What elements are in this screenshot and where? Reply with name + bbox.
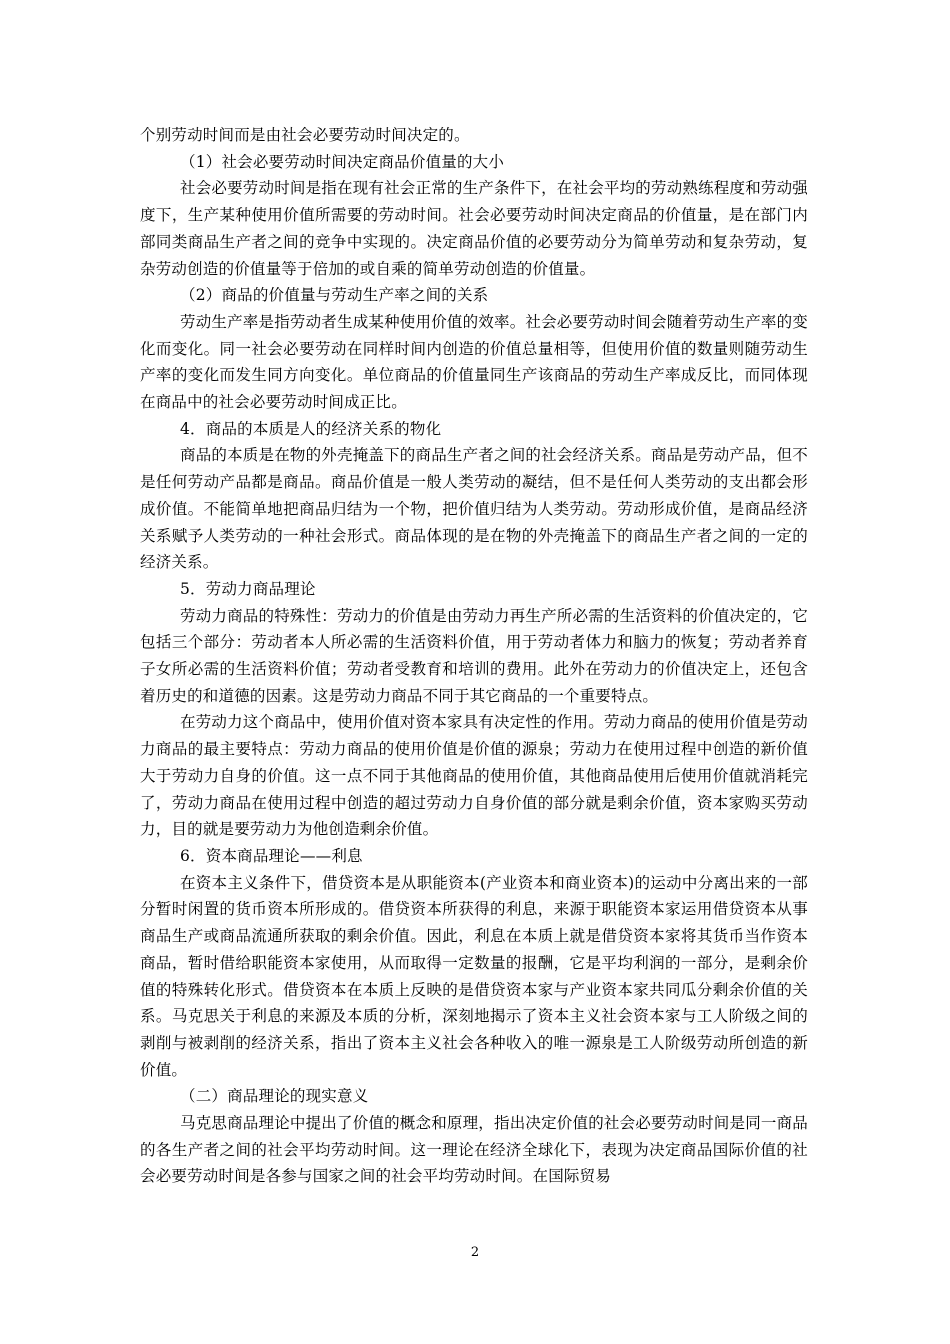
paragraph-continuation: 个别劳动时间而是由社会必要劳动时间决定的。 [140,126,470,144]
paragraph: 商品的本质是在物的外壳掩盖下的商品生产者之间的社会经济关系。商品是劳动产品，但不是任何劳动产品都是商品。商品价值是一般人类劳动的凝结，但不是任何人类劳动的支出都会形成价值。不能简单地把商品归结为一个物，把价值归结为人类劳动。劳动形成价值，是商品经济关系赋予人类劳动的一种社会形式。商品体现的是在物的外壳掩盖下的商品生产者之间的一定的经济关系。 [140,446,809,572]
page-number: 2 [470,1245,480,1260]
section-heading-2: （2）商品的价值量与劳动生产率之间的关系 [180,286,489,305]
section-heading-4: 4．商品的本质是人的经济关系的物化 [180,419,442,438]
section-heading-significance: （二）商品理论的现实意义 [180,1087,369,1106]
paragraph: 社会必要劳动时间是指在现有社会正常的生产条件下，在社会平均的劳动熟练程度和劳动强度下，生产某种使用价值所需要的劳动时间。社会必要劳动时间决定商品的价值量，是在部门内部同类商品生产者之间的竞争中实现的。决定商品价值的必要劳动分为简单劳动和复杂劳动，复杂劳动创造的价值量等于倍加的或自乘的简单劳动创造的价值量。 [140,179,809,278]
paragraph: 劳动生产率是指劳动者生成某种使用价值的效率。社会必要劳动时间会随着劳动生产率的变化而变化。同一社会必要劳动在同样时间内创造的价值总量相等，但使用价值的数量则随劳动生产率的变化而发生同方向变化。单位商品的价值量同生产该商品的劳动生产率成反比，而同体现在商品中的社会必要劳动时间成正比。 [140,312,809,412]
section-heading-1: （1）社会必要劳动时间决定商品价值量的大小 [180,152,505,171]
paragraph: 在资本主义条件下，借贷资本是从职能资本(产业资本和商业资本)的运动中分离出来的一部分暂时闲置的货币资本所形成的。借贷资本所获得的利息，来源于职能资本家运用借贷资本从事商品生产或商品流通所获取的剩余价值。因此，利息在本质上就是借贷资本家将其货币当作资本商品，暂时借给职能资本家使用，从而取得一定数量的报酬，它是平均利润的一部分，是剩余价值的特殊转化形式。借贷资本在本质上反映的是借贷资本家与产业资本家共同瓜分剩余价值的关系。马克思关于利息的来源及本质的分析，深刻地揭示了资本主义社会资本家与工人阶级之间的剥削与被剥削的经济关系，指出了资本主义社会各种收入的唯一源泉是工人阶级劳动所创造的新价值。 [140,873,808,1079]
document-page [140,122,808,1190]
section-heading-6: 6．资本商品理论——利息 [180,846,363,865]
paragraph: 马克思商品理论中提出了价值的概念和原理，指出决定价值的社会必要劳动时间是同一商品的各生产者之间的社会平均劳动时间。这一理论在经济全球化下，表现为决定商品国际价值的社会必要劳动时间是各参与国家之间的社会平均劳动时间。在国际贸易 [140,1114,809,1186]
section-heading-5: 5．劳动力商品理论 [180,579,316,598]
paragraph: 劳动力商品的特殊性：劳动力的价值是由劳动力再生产所必需的生活资料的价值决定的，它包括三个部分：劳动者本人所必需的生活资料价值，用于劳动者体力和脑力的恢复；劳动者养育子女所必需的生活资料价值；劳动者受教育和培训的费用。此外在劳动力的价值决定上，还包含着历史的和道德的因素。这是劳动力商品不同于其它商品的一个重要特点。 [140,606,809,705]
paragraph: 在劳动力这个商品中，使用价值对资本家具有决定性的作用。劳动力商品的使用价值是劳动力商品的最主要特点：劳动力商品的使用价值是价值的源泉；劳动力在使用过程中创造的新价值大于劳动力自身的价值。这一点不同于其他商品的使用价值，其他商品使用后使用价值就消耗完了，劳动力商品在使用过程中创造的超过劳动力自身价值的部分就是剩余价值，资本家购买劳动力，目的就是要劳动力为他创造剩余价值。 [140,713,809,839]
